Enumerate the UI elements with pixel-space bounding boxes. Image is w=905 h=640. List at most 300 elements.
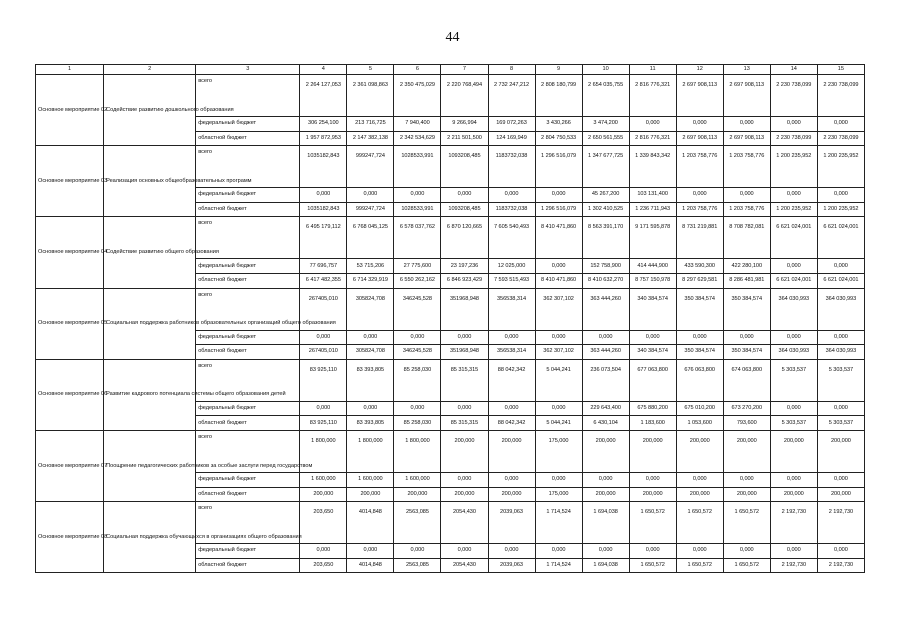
activity-cell: Основное мероприятие 02 — [36, 75, 104, 146]
value-cell: 999247,724 — [347, 202, 394, 217]
value-cell: 0,000 — [770, 259, 817, 274]
value-cell: 1 200 235,952 — [770, 202, 817, 217]
value-cell: 1 600,000 — [394, 472, 441, 487]
value-cell: 0,000 — [723, 472, 770, 487]
value-cell: 0,000 — [770, 330, 817, 345]
value-cell: 200,000 — [770, 430, 817, 472]
value-cell: 1028533,991 — [394, 146, 441, 188]
value-cell: 8 297 629,581 — [676, 273, 723, 288]
value-cell: 7 593 515,493 — [488, 273, 535, 288]
value-cell: 2 264 127,053 — [300, 75, 347, 117]
value-cell: 433 590,300 — [676, 259, 723, 274]
value-cell: 200,000 — [723, 430, 770, 472]
value-cell: 8 731 219,881 — [676, 217, 723, 259]
value-cell: 305824,708 — [347, 288, 394, 330]
value-cell: 5 303,537 — [770, 359, 817, 401]
value-cell: 200,000 — [817, 430, 864, 472]
value-cell: 422 280,100 — [723, 259, 770, 274]
value-cell: 83 393,805 — [347, 416, 394, 431]
funding-source-cell: областной бюджет — [196, 487, 300, 502]
value-cell: 0,000 — [488, 472, 535, 487]
value-cell: 0,000 — [300, 330, 347, 345]
value-cell: 2 697 908,113 — [676, 75, 723, 117]
value-cell: 306 254,100 — [300, 117, 347, 132]
value-cell: 175,000 — [535, 487, 582, 502]
funding-source-cell: областной бюджет — [196, 416, 300, 431]
value-cell: 2563,085 — [394, 558, 441, 573]
value-cell: 677 063,800 — [629, 359, 676, 401]
value-cell: 88 042,342 — [488, 416, 535, 431]
value-cell: 200,000 — [347, 487, 394, 502]
value-cell: 4014,848 — [347, 502, 394, 544]
value-cell: 362 307,102 — [535, 345, 582, 360]
value-cell: 0,000 — [817, 401, 864, 416]
column-header-14: 14 — [770, 65, 817, 75]
value-cell: 0,000 — [723, 330, 770, 345]
value-cell: 200,000 — [629, 430, 676, 472]
value-cell: 0,000 — [394, 330, 441, 345]
value-cell: 1 800,000 — [347, 430, 394, 472]
value-cell: 0,000 — [770, 472, 817, 487]
value-cell: 0,000 — [817, 544, 864, 559]
value-cell: 2 650 561,555 — [582, 131, 629, 146]
value-cell: 229 643,400 — [582, 401, 629, 416]
value-cell: 2 361 098,863 — [347, 75, 394, 117]
value-cell: 414 444,900 — [629, 259, 676, 274]
activity-cell: Основное мероприятие 07 — [36, 430, 104, 501]
value-cell: 0,000 — [394, 188, 441, 203]
value-cell: 0,000 — [488, 330, 535, 345]
value-cell: 0,000 — [676, 117, 723, 132]
value-cell: 0,000 — [629, 472, 676, 487]
table-row — [36, 359, 865, 401]
funding-source-cell: областной бюджет — [196, 131, 300, 146]
value-cell: 200,000 — [582, 430, 629, 472]
value-cell: 363 444,260 — [582, 345, 629, 360]
value-cell: 1 347 677,725 — [582, 146, 629, 188]
value-cell: 5 303,537 — [817, 416, 864, 431]
funding-source-cell: федеральный бюджет — [196, 472, 300, 487]
value-cell: 1183732,038 — [488, 146, 535, 188]
value-cell: 305824,708 — [347, 345, 394, 360]
funding-source-cell: всего — [196, 502, 300, 544]
funding-source-cell: федеральный бюджет — [196, 544, 300, 559]
value-cell: 0,000 — [394, 544, 441, 559]
value-cell: 200,000 — [394, 487, 441, 502]
value-cell: 6 578 037,762 — [394, 217, 441, 259]
activity-name-cell: Поощрение педагогических работников за особые заслуги перед государством — [104, 430, 196, 501]
funding-source-cell: всего — [196, 217, 300, 259]
value-cell: 0,000 — [770, 401, 817, 416]
value-cell: 203,650 — [300, 558, 347, 573]
value-cell: 2 804 750,533 — [535, 131, 582, 146]
value-cell: 793,600 — [723, 416, 770, 431]
funding-source-cell: всего — [196, 146, 300, 188]
activity-cell: Основное мероприятие 08 — [36, 502, 104, 573]
value-cell: 200,000 — [676, 487, 723, 502]
value-cell: 1 200 235,952 — [817, 146, 864, 188]
value-cell: 8 757 150,978 — [629, 273, 676, 288]
value-cell: 0,000 — [723, 188, 770, 203]
value-cell: 1028533,991 — [394, 202, 441, 217]
value-cell: 6 550 262,162 — [394, 273, 441, 288]
value-cell: 8 410 471,860 — [535, 273, 582, 288]
value-cell: 0,000 — [817, 330, 864, 345]
value-cell: 351968,948 — [441, 345, 488, 360]
value-cell: 350 384,574 — [723, 288, 770, 330]
value-cell: 0,000 — [535, 472, 582, 487]
value-cell: 6 621 024,001 — [817, 217, 864, 259]
column-header-11: 11 — [629, 65, 676, 75]
value-cell: 2 350 475,029 — [394, 75, 441, 117]
value-cell: 1 203 758,776 — [676, 146, 723, 188]
value-cell: 3 430,266 — [535, 117, 582, 132]
value-cell: 6 495 179,112 — [300, 217, 347, 259]
column-header-10: 10 — [582, 65, 629, 75]
value-cell: 2 211 501,500 — [441, 131, 488, 146]
value-cell: 1 800,000 — [300, 430, 347, 472]
value-cell: 2 654 035,755 — [582, 75, 629, 117]
value-cell: 340 384,574 — [629, 288, 676, 330]
value-cell: 0,000 — [629, 330, 676, 345]
value-cell: 364 030,993 — [770, 288, 817, 330]
table-row — [36, 217, 865, 259]
funding-source-cell: областной бюджет — [196, 558, 300, 573]
value-cell: 1 200 235,952 — [817, 202, 864, 217]
value-cell: 364 030,993 — [817, 288, 864, 330]
value-cell: 8 563 391,170 — [582, 217, 629, 259]
value-cell: 0,000 — [488, 188, 535, 203]
value-cell: 0,000 — [817, 259, 864, 274]
value-cell: 1 600,000 — [300, 472, 347, 487]
value-cell: 2 147 382,138 — [347, 131, 394, 146]
value-cell: 2563,085 — [394, 502, 441, 544]
value-cell: 53 715,206 — [347, 259, 394, 274]
value-cell: 1 650,572 — [676, 502, 723, 544]
value-cell: 0,000 — [300, 544, 347, 559]
value-cell: 0,000 — [723, 117, 770, 132]
activity-name-cell: Развитие кадрового потенциала системы общего образования детей — [104, 359, 196, 430]
value-cell: 2054,430 — [441, 502, 488, 544]
value-cell: 1 957 872,953 — [300, 131, 347, 146]
value-cell: 0,000 — [488, 401, 535, 416]
table-row — [36, 75, 865, 117]
value-cell: 364 030,993 — [770, 345, 817, 360]
value-cell: 6 430,104 — [582, 416, 629, 431]
value-cell: 6 768 045,125 — [347, 217, 394, 259]
value-cell: 3 474,200 — [582, 117, 629, 132]
value-cell: 200,000 — [582, 487, 629, 502]
value-cell: 0,000 — [817, 117, 864, 132]
value-cell: 200,000 — [441, 487, 488, 502]
value-cell: 2 816 776,321 — [629, 75, 676, 117]
value-cell: 200,000 — [817, 487, 864, 502]
funding-source-cell: всего — [196, 288, 300, 330]
value-cell: 0,000 — [629, 544, 676, 559]
value-cell: 0,000 — [535, 330, 582, 345]
value-cell: 2 816 776,321 — [629, 131, 676, 146]
value-cell: 1 650,572 — [629, 558, 676, 573]
value-cell: 673 270,200 — [723, 401, 770, 416]
value-cell: 2054,430 — [441, 558, 488, 573]
value-cell: 0,000 — [770, 544, 817, 559]
value-cell: 2 697 908,113 — [676, 131, 723, 146]
value-cell: 1 236 711,943 — [629, 202, 676, 217]
funding-source-cell: всего — [196, 75, 300, 117]
value-cell: 2039,063 — [488, 502, 535, 544]
value-cell: 0,000 — [535, 259, 582, 274]
value-cell: 83 925,110 — [300, 416, 347, 431]
value-cell: 7 940,400 — [394, 117, 441, 132]
value-cell: 152 758,900 — [582, 259, 629, 274]
value-cell: 0,000 — [723, 544, 770, 559]
value-cell: 356538,314 — [488, 345, 535, 360]
activity-name-cell: Социальная поддержка обучающихся в организациях общего образования — [104, 502, 196, 573]
value-cell: 175,000 — [535, 430, 582, 472]
value-cell: 45 267,200 — [582, 188, 629, 203]
value-cell: 0,000 — [347, 401, 394, 416]
value-cell: 83 925,110 — [300, 359, 347, 401]
value-cell: 0,000 — [817, 188, 864, 203]
value-cell: 0,000 — [300, 401, 347, 416]
value-cell: 0,000 — [582, 472, 629, 487]
funding-source-cell: федеральный бюджет — [196, 188, 300, 203]
value-cell: 1 200 235,952 — [770, 146, 817, 188]
value-cell: 9 266,994 — [441, 117, 488, 132]
value-cell: 5 303,537 — [770, 416, 817, 431]
value-cell: 1 650,572 — [723, 558, 770, 573]
value-cell: 999247,724 — [347, 146, 394, 188]
value-cell: 362 307,102 — [535, 288, 582, 330]
value-cell: 6 621 024,001 — [770, 273, 817, 288]
value-cell: 83 393,805 — [347, 359, 394, 401]
value-cell: 1 800,000 — [394, 430, 441, 472]
value-cell: 5 303,537 — [817, 359, 864, 401]
column-header-5: 5 — [347, 65, 394, 75]
value-cell: 0,000 — [535, 544, 582, 559]
activity-name-cell: Социальная поддержка работников образовательных организаций общего образования — [104, 288, 196, 359]
value-cell: 2 342 534,629 — [394, 131, 441, 146]
value-cell: 88 042,342 — [488, 359, 535, 401]
value-cell: 675 880,200 — [629, 401, 676, 416]
column-header-6: 6 — [394, 65, 441, 75]
value-cell: 0,000 — [488, 544, 535, 559]
value-cell: 2 230 738,099 — [817, 75, 864, 117]
value-cell: 2 732 247,212 — [488, 75, 535, 117]
value-cell: 1 296 516,079 — [535, 146, 582, 188]
value-cell: 9 171 595,878 — [629, 217, 676, 259]
value-cell: 1035182,843 — [300, 146, 347, 188]
value-cell: 1 650,572 — [629, 502, 676, 544]
column-header-13: 13 — [723, 65, 770, 75]
value-cell: 6 846 923,429 — [441, 273, 488, 288]
value-cell: 0,000 — [629, 117, 676, 132]
table-row — [36, 430, 865, 472]
value-cell: 363 444,260 — [582, 288, 629, 330]
value-cell: 8 708 782,081 — [723, 217, 770, 259]
value-cell: 350 384,574 — [723, 345, 770, 360]
value-cell: 2 697 908,113 — [723, 75, 770, 117]
value-cell: 4014,848 — [347, 558, 394, 573]
page-number: 44 — [445, 30, 460, 45]
value-cell: 1 053,600 — [676, 416, 723, 431]
value-cell: 8 410 632,270 — [582, 273, 629, 288]
value-cell: 2 220 768,494 — [441, 75, 488, 117]
value-cell: 2 192,730 — [770, 558, 817, 573]
value-cell: 0,000 — [300, 188, 347, 203]
value-cell: 0,000 — [347, 330, 394, 345]
value-cell: 1 203 758,776 — [676, 202, 723, 217]
value-cell: 0,000 — [770, 188, 817, 203]
value-cell: 1 339 843,342 — [629, 146, 676, 188]
activity-name-cell: Содействие развитию общего образования — [104, 217, 196, 288]
value-cell: 0,000 — [441, 188, 488, 203]
activity-cell: Основное мероприятие 05 — [36, 288, 104, 359]
value-cell: 0,000 — [535, 401, 582, 416]
value-cell: 200,000 — [441, 430, 488, 472]
value-cell: 213 716,725 — [347, 117, 394, 132]
value-cell: 1035182,843 — [300, 202, 347, 217]
value-cell: 200,000 — [629, 487, 676, 502]
table-row — [36, 502, 865, 544]
value-cell: 0,000 — [817, 472, 864, 487]
value-cell: 0,000 — [347, 188, 394, 203]
column-header-9: 9 — [535, 65, 582, 75]
value-cell: 0,000 — [441, 544, 488, 559]
value-cell: 6 621 024,001 — [770, 217, 817, 259]
value-cell: 5 044,241 — [535, 416, 582, 431]
column-header-7: 7 — [441, 65, 488, 75]
value-cell: 1 714,524 — [535, 558, 582, 573]
value-cell: 124 169,949 — [488, 131, 535, 146]
value-cell: 350 384,574 — [676, 345, 723, 360]
funding-source-cell: всего — [196, 359, 300, 401]
value-cell: 675 010,200 — [676, 401, 723, 416]
value-cell: 1 694,038 — [582, 502, 629, 544]
funding-source-cell: областной бюджет — [196, 345, 300, 360]
value-cell: 1 714,524 — [535, 502, 582, 544]
value-cell: 27 775,600 — [394, 259, 441, 274]
value-cell: 0,000 — [770, 117, 817, 132]
funding-source-cell: федеральный бюджет — [196, 259, 300, 274]
value-cell: 2 192,730 — [770, 502, 817, 544]
column-header-15: 15 — [817, 65, 864, 75]
funding-source-cell: федеральный бюджет — [196, 330, 300, 345]
value-cell: 85 315,315 — [441, 416, 488, 431]
activity-cell: Основное мероприятие 03 — [36, 146, 104, 217]
header-row — [36, 65, 865, 75]
value-cell: 267405,010 — [300, 345, 347, 360]
value-cell: 0,000 — [347, 544, 394, 559]
value-cell: 7 605 540,493 — [488, 217, 535, 259]
value-cell: 2 808 180,799 — [535, 75, 582, 117]
value-cell: 1 296 516,079 — [535, 202, 582, 217]
value-cell: 77 696,757 — [300, 259, 347, 274]
value-cell: 6 417 482,355 — [300, 273, 347, 288]
value-cell: 5 044,241 — [535, 359, 582, 401]
value-cell: 2 230 738,099 — [770, 75, 817, 117]
activity-cell: Основное мероприятие 06 — [36, 359, 104, 430]
value-cell: 1 203 758,776 — [723, 146, 770, 188]
value-cell: 200,000 — [488, 430, 535, 472]
value-cell: 103 131,400 — [629, 188, 676, 203]
value-cell: 340 384,574 — [629, 345, 676, 360]
funding-source-cell: областной бюджет — [196, 273, 300, 288]
value-cell: 85 258,030 — [394, 359, 441, 401]
value-cell: 1183732,038 — [488, 202, 535, 217]
column-header-8: 8 — [488, 65, 535, 75]
column-header-12: 12 — [676, 65, 723, 75]
column-header-4: 4 — [300, 65, 347, 75]
value-cell: 1 302 410,525 — [582, 202, 629, 217]
value-cell: 6 714 329,919 — [347, 273, 394, 288]
column-header-1: 1 — [36, 65, 104, 75]
funding-source-cell: федеральный бюджет — [196, 401, 300, 416]
value-cell: 8 286 481,981 — [723, 273, 770, 288]
activity-name-cell: Содействие развитию дошкольного образования — [104, 75, 196, 146]
value-cell: 1093208,485 — [441, 202, 488, 217]
value-cell: 2 230 738,099 — [770, 131, 817, 146]
value-cell: 0,000 — [676, 544, 723, 559]
value-cell: 200,000 — [770, 487, 817, 502]
value-cell: 351968,948 — [441, 288, 488, 330]
column-header-3: 3 — [196, 65, 300, 75]
value-cell: 1 650,572 — [723, 502, 770, 544]
value-cell: 200,000 — [488, 487, 535, 502]
activity-cell: Основное мероприятие 04 — [36, 217, 104, 288]
value-cell: 0,000 — [441, 401, 488, 416]
value-cell: 2 230 738,099 — [817, 131, 864, 146]
value-cell: 2 697 908,113 — [723, 131, 770, 146]
value-cell: 85 315,315 — [441, 359, 488, 401]
value-cell: 85 258,030 — [394, 416, 441, 431]
value-cell: 0,000 — [582, 544, 629, 559]
value-cell: 0,000 — [441, 330, 488, 345]
value-cell: 2039,063 — [488, 558, 535, 573]
funding-source-cell: областной бюджет — [196, 202, 300, 217]
value-cell: 1 650,572 — [676, 558, 723, 573]
value-cell: 674 063,800 — [723, 359, 770, 401]
value-cell: 0,000 — [676, 188, 723, 203]
value-cell: 236 073,504 — [582, 359, 629, 401]
value-cell: 200,000 — [300, 487, 347, 502]
value-cell: 23 197,236 — [441, 259, 488, 274]
value-cell: 0,000 — [582, 330, 629, 345]
value-cell: 0,000 — [535, 188, 582, 203]
table-row — [36, 146, 865, 188]
value-cell: 2 192,730 — [817, 502, 864, 544]
value-cell: 346245,528 — [394, 345, 441, 360]
value-cell: 203,650 — [300, 502, 347, 544]
value-cell: 267405,010 — [300, 288, 347, 330]
funding-source-cell: федеральный бюджет — [196, 117, 300, 132]
value-cell: 1093208,485 — [441, 146, 488, 188]
value-cell: 1 600,000 — [347, 472, 394, 487]
value-cell: 169 072,263 — [488, 117, 535, 132]
value-cell: 676 063,800 — [676, 359, 723, 401]
value-cell: 8 410 471,860 — [535, 217, 582, 259]
value-cell: 356538,314 — [488, 288, 535, 330]
table-body — [36, 65, 865, 573]
value-cell: 200,000 — [676, 430, 723, 472]
value-cell: 12 025,000 — [488, 259, 535, 274]
value-cell: 6 621 024,001 — [817, 273, 864, 288]
value-cell: 350 384,574 — [676, 288, 723, 330]
value-cell: 0,000 — [676, 472, 723, 487]
value-cell: 0,000 — [676, 330, 723, 345]
value-cell: 200,000 — [723, 487, 770, 502]
value-cell: 1 203 758,776 — [723, 202, 770, 217]
